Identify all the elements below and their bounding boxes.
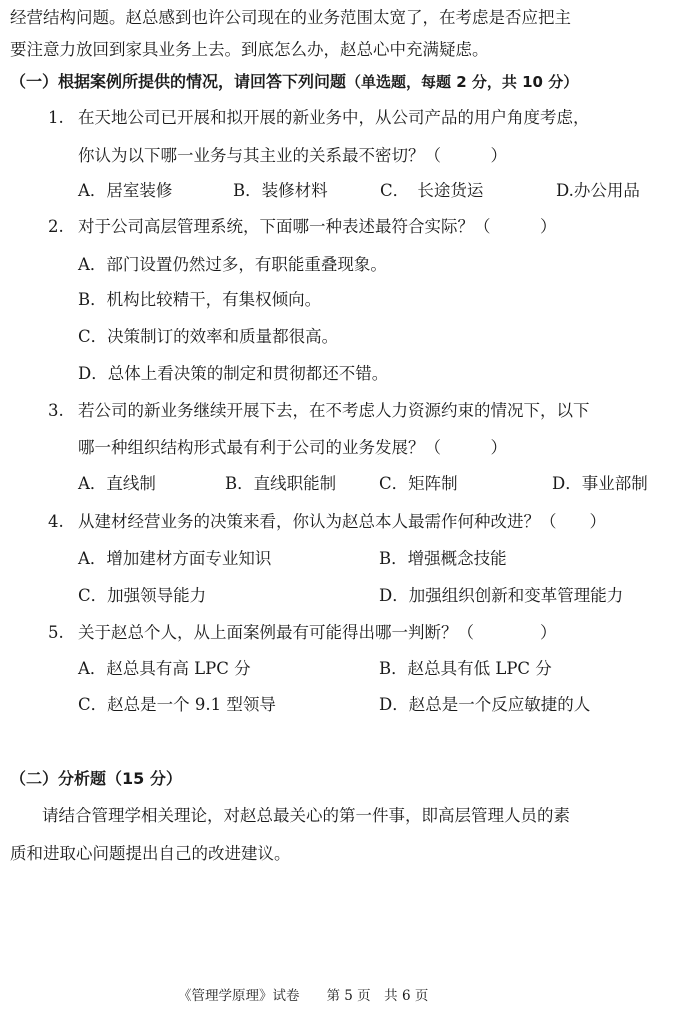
section2-line-2: 质和进取心问题提出自己的改进建议。 — [10, 844, 291, 863]
question-1-line-1: 在天地公司已开展和拟开展的新业务中，从公司产品的用户角度考虑， — [78, 108, 590, 127]
question-1-option-d: D.办公用品 — [556, 181, 640, 200]
question-4-option-a: A．增加建材方面专业知识 — [78, 549, 272, 568]
question-4-option-d: D．加强组织创新和变革管理能力 — [379, 586, 624, 605]
question-3-line-2: 哪一种组织结构形式最有利于公司的业务发展？（ ） — [78, 438, 507, 457]
question-3-option-b: B．直线职能制 — [225, 474, 337, 493]
section1-title: （一）根据案例所提供的情况，请回答下列问题 — [10, 72, 347, 91]
question-1-option-b: B．装修材料 — [233, 181, 328, 200]
question-3-option-a: A．直线制 — [78, 474, 156, 493]
question-5-option-d: D．赵总是一个反应敏捷的人 — [379, 695, 591, 714]
question-2-option-b: B．机构比较精干，有集权倾向。 — [78, 290, 322, 309]
question-4-option-b: B．增强概念技能 — [379, 549, 507, 568]
question-2-option-d: D．总体上看决策的制定和贯彻都还不错。 — [78, 364, 389, 383]
section2-line-1: 请结合管理学相关理论，对赵总最关心的第一件事，即高层管理人员的素 — [42, 806, 570, 825]
section1-heading — [10, 71, 578, 93]
question-5-number: 5. — [48, 623, 64, 642]
question-1-option-a: A．居室装修 — [78, 181, 173, 200]
question-2-option-c: C．决策制订的效率和质量都很高。 — [78, 327, 339, 346]
intro-line-2: 要注意力放回到家具业务上去。到底怎么办，赵总心中充满疑虑。 — [10, 40, 489, 59]
question-5-option-c: C．赵总是一个 9.1 型领导 — [78, 695, 276, 714]
page-footer: 《管理学原理》试卷 第 5 页 共 6 页 — [178, 988, 429, 1004]
question-3-line-1: 若公司的新业务继续开展下去，在不考虑人力资源约束的情况下，以下 — [78, 401, 590, 420]
question-4-number: 4. — [48, 512, 64, 531]
question-2-line-1: 对于公司高层管理系统，下面哪一种表述最符合实际？（ ） — [78, 217, 557, 236]
question-2-option-a: A．部门设置仍然过多，有职能重叠现象。 — [78, 255, 387, 274]
question-1-line-2: 你认为以下哪一业务与其主业的关系最不密切？（ ） — [78, 146, 507, 165]
question-3-option-c: C．矩阵制 — [379, 474, 458, 493]
question-5-option-a: A．赵总具有高 LPC 分 — [78, 659, 251, 678]
question-2-number: 2. — [48, 217, 64, 236]
question-4-line-1: 从建材经营业务的决策来看，你认为赵总本人最需作何种改进？（ ） — [78, 512, 606, 531]
question-4-option-c: C．加强领导能力 — [78, 586, 207, 605]
question-3-number: 3. — [48, 401, 64, 420]
section2-heading: （二）分析题（15 分） — [10, 769, 182, 788]
intro-line-1: 经营结构问题。赵总感到也许公司现在的业务范围太宽了，在考虑是否应把主 — [10, 8, 571, 27]
question-3-option-d: D．事业部制 — [552, 474, 648, 493]
question-1-number: 1. — [48, 108, 64, 127]
question-5-option-b: B．赵总具有低 LPC 分 — [379, 659, 552, 678]
section1-note: （单选题，每题 2 分，共 10 分） — [346, 73, 579, 91]
question-1-option-c: C． 长途货运 — [380, 181, 484, 200]
question-5-line-1: 关于赵总个人，从上面案例最有可能得出哪一判断？（ ） — [78, 623, 557, 642]
